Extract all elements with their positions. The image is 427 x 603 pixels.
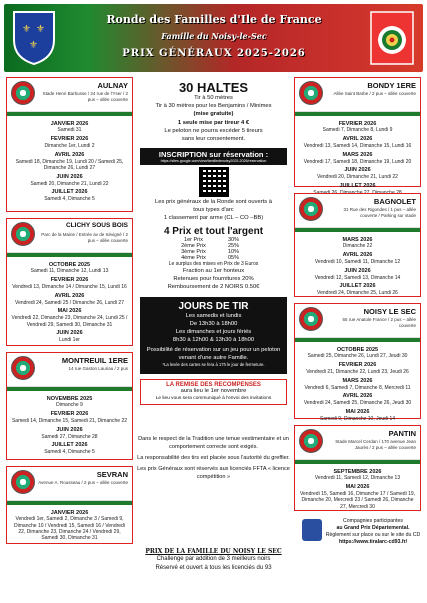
prize-row: 4ème Prix 05% [181,255,239,262]
date-list: Samedi 7, Dimanche 8, Lundi 9 [322,127,393,134]
month-label: AVRIL 2026 [342,393,373,400]
club-card-aulnay [6,77,133,212]
date-list: Dimanche 22 [342,243,373,250]
bagnolet-badge-icon [299,197,323,221]
remise-title: LA REMISE DES RECOMPENSES [166,382,261,389]
banner-subtitle: Famille du Noisy-le-Sec [161,31,267,41]
date-list: Vendredi 24, Samedi 25 / Dimanche 26, Lundi 27 [15,299,124,306]
date-list: Samedi 14, Dimanche 15, Samedi 21, Dimanche 22 [11,418,128,424]
remise-lieu: Le lieu vous sera communiqué à l'envoi des invitations [155,395,272,401]
banner-season: PRIX GÉNÉRAUX 2025-2026 [122,48,306,59]
remise-date: aura lieu le 1er novembre [180,388,247,395]
month-label: JUIN 2026 [344,167,371,174]
date-list: Samedi 4, Dimanche 5 [44,196,95,203]
month-label: FEVRIER 2026 [50,411,89,418]
date-list: Dimanche 1er, Lundi 2 [44,143,95,149]
month-label: FEVRIER 2026 [50,277,89,284]
club-address: 14 rue Gaston Lauriau / 2 pus [68,366,128,371]
date-list: Vendredi 20, Dimanche 21, Lundi 22 [317,174,398,181]
date-list: Vendredi 1er, Samedi 2, Dimanche 3 / Samedi 9, Dimanche 10 / Vendredi 15, Samedi 16 / Vendredi 22, Dimanche 23, Dimanche 24 / Vendredi 29, Samedi 30, Dimanche 31 [14,516,125,542]
month-label: JUIN 2026 [56,426,83,433]
month-label: SEPTEMBRE 2026 [333,468,382,475]
cd-url-link[interactable]: https://www.tiralarc-cd93.fr/ [338,539,408,546]
cd-note-line: au Grand Prix Départemental. [336,525,410,532]
svg-text:⚜: ⚜ [22,24,31,35]
prize-row: 1er Prix 30% [184,237,239,244]
montreuil-badge-icon [11,356,35,380]
date-list: Samedi 18, Dimanche 19, Lundi 20 / Samedi 25, Dimanche 26, Lundi 27 [15,158,124,171]
rule-tenue: Dans le respect de la Tradition une tenue vestimentaire et un comportement correcte sont exigés. [138,436,289,451]
date-list: Vendredi 24, Dimanche 25, Lundi 26 [317,290,398,297]
ouvert-line1: Les prix généraux de la Ronde sont ouverts à [155,198,272,205]
jours-line: Les dimanches et jours fériés [175,328,252,335]
date-list: Vendredi 10, Samedi 11, Dimanche 12 [314,259,401,265]
jours-line: 8h30 à 12h00 & 13h30 à 18h00 [172,336,255,343]
footer-title: PRIX DE LA FAMILLE DU NOISY LE SEC [145,548,282,555]
month-label: MAI 2026 [345,409,370,415]
peloton-consent: sans leur consentement. [181,136,246,143]
date-list: Samedi 4, Dimanche 5 [44,449,95,456]
bondy-badge-icon [299,81,323,105]
date-list: Samedi 25, Dimanche 26, Lundi 27, Jeudi 30 [307,353,408,360]
qr-code-icon[interactable] [199,167,229,197]
mise-tarif: 1 seule mise par tireur 4 € [177,120,250,127]
month-label: FEVRIER 2026 [50,136,89,143]
month-label: AVRIL 2026 [342,252,373,259]
date-list: Vendredi 17, Samedi 18, Dimanche 19, Lundi 20 [303,158,412,165]
distance-30: Tir à 30 mètres pour les Benjamins / Minimes [155,102,272,109]
date-list: Vendredi 13, Dimanche 14 / Dimanche 15, Lundi 16 [12,284,127,290]
pantin-badge-icon [299,429,323,453]
remise-box [140,379,287,405]
club-card-bondy [294,77,421,187]
month-label: AVRIL 2026 [54,151,85,158]
sevran-badge-icon [11,470,35,494]
date-list: Vendredi 12, Samedi 13, Dimanche 14 [314,274,401,281]
aulnay-badge-icon [11,81,35,105]
club-name: NOISY LE SEC [363,307,416,316]
club-address: Stade Marcel Cerdan / 170 avenue Jean Jaurès / 2 pus – allée couverte [335,439,416,450]
svg-text:⚜: ⚜ [29,40,38,51]
date-list: Vendredi 6, Samedi 7, Dimanche 8, Mercredi 11 [304,384,411,391]
peloton-limit: Le peloton ne pourra excéder 5 tireurs [164,128,263,135]
header-banner [4,4,423,72]
month-label: NOVEMBRE 2025 [46,395,93,402]
month-label: JANVIER 2026 [50,509,89,516]
haltes-title: 30 HALTES [178,80,249,95]
clichy-badge-icon [11,222,35,246]
club-address: Allée Saint Barbe / 2 pus – allée couverte [333,91,416,96]
club-card-pantin [294,425,421,511]
date-list: Vendredi 21, Dimanche 22, Lundi 23, Jeudi 26 [306,369,409,375]
club-address: Parc de la Mairie / Entrée av de Sévigné / 2 pus – allée couverte [41,232,128,243]
ouvert-line2: tous types d'arc [193,206,234,213]
month-label: OCTOBRE 2025 [48,261,91,268]
club-address: 65 rue Anatole France / 2 pus – allée couverte [342,317,416,328]
jours-title: JOURS DE TIR [178,300,249,312]
prize-row: 2ème Prix 25% [181,243,239,250]
retenues-line: Retenues pour fournitures 20% [173,275,254,282]
month-label: JUILLET 2026 [339,183,376,189]
date-list: Vendredi 13, Samedi 14, Dimanche 15, Lundi 16 [303,143,412,149]
month-label: JUIN 2026 [56,173,83,180]
club-card-sevran [6,466,133,544]
ile-de-france-crest-icon [12,10,56,66]
month-label: MAI 2026 [57,308,82,315]
club-name: SEVRAN [96,470,128,479]
prize-row: 3ème Prix 10% [181,249,239,256]
distance-50: Tir à 50 mètres [194,95,233,101]
month-label: OCTOBRE 2025 [336,346,379,353]
date-list: Lundi 1er [59,337,80,344]
date-list: Vendredi 24, Samedi 25, Dimanche 26, Jeudi 30 [303,400,412,407]
date-list: Dimanche 9 [56,402,83,409]
cd-note [302,518,422,546]
famille-prize-footer [132,548,295,573]
date-list: Samedi 11, Dimanche 12, Lundi 13 [30,268,109,275]
date-list: Samedi 31 [57,127,82,134]
footer-line: Challenge par addition de 3 meilleurs noirs [156,556,271,562]
club-name: CLICHY SOUS BOIS [65,222,128,229]
month-label: JUIN 2026 [344,267,371,274]
inscription-title: INSCRIPTION sur réservation : [158,149,269,159]
date-list: Vendredi 22, Dimanche 23, Dimanche 24, Lundi 25 / Vendredi 29, Samedi 30, Dimanche 31 [11,315,128,328]
mise-gratuite: (mise gratuite) [193,110,234,117]
month-label: FEVRIER 2026 [338,362,377,369]
month-label: JUIN 2026 [56,330,83,337]
date-list: Samedi 20, Dimanche 21, Lundi 22 [30,180,109,187]
prize-title: 4 Prix et tout l'argent [163,226,264,238]
jours-de-tir-box [140,297,287,375]
remboursement-line: Remboursement de 2 NOIRS 0.50€ [167,283,260,290]
club-name: PANTIN [388,429,416,438]
club-name: AULNAY [97,81,128,90]
month-label: MARS 2026 [342,377,373,384]
month-label: FEVRIER 2026 [338,120,377,127]
classement: 1 classement par arme (CL – CO –BB) [163,214,264,221]
month-label: JANVIER 2026 [50,120,89,127]
club-card-clichy [6,218,133,346]
noisy-badge-icon [299,307,323,331]
banner-title: Ronde des Familles d'Ile de France [106,13,322,26]
footer-line: Réservé et ouvert à tous les licenciés du 93 [155,565,272,571]
club-card-noisy [294,303,421,422]
club-name: BAGNOLET [373,197,416,206]
club-address: 31 Rue des Rigondes / 1 pus – allée couverte / Parking sur stade [343,207,416,218]
month-label: AVRIL 2026 [54,292,85,299]
month-label: JUILLET 2026 [339,283,376,290]
cd-note-line: Compagnies participantes [343,518,403,524]
month-label: MARS 2026 [342,151,373,158]
svg-text:⚜: ⚜ [36,24,45,35]
date-list: Samedi 9, Dimanche 10, Jeudi 14 [319,415,396,422]
club-name: BONDY 1ERE [367,81,416,90]
club-address: Stade Henri Barbusse / 24 rue de l'Yser / 2 pus – allée couverte [42,91,128,102]
club-card-bagnolet [294,193,421,297]
month-label: AVRIL 2026 [342,136,373,143]
month-label: JUILLET 2026 [51,189,88,196]
rules-block [132,435,295,482]
inscription-url[interactable]: https://sites.google.com/view/familledenoisy2025-2026/reservation [160,158,267,163]
surplus-line: Le surplus des mises en Prix de 3 Euros [168,261,259,268]
center-info [140,78,287,405]
month-label: JUILLET 2026 [51,442,88,449]
club-card-montreuil [6,352,133,460]
date-list: Vendredi 15, Samedi 16, Dimanche 17 / Samedi 19, Dimanche 20, Mercredi 23 / Samedi 26, Dimanche 27, Mercredi 30 [299,491,416,510]
date-list: Samedi 27, Dimanche 28 [41,433,98,440]
fraction-line: Fraction au 1er honteux [182,268,245,275]
club-name: MONTREUIL 1ERE [61,356,128,365]
month-label: MAI 2026 [345,484,370,491]
jours-note: *La levée des cartes se fera à 17h le jour de fermeture. [162,362,265,368]
inscription-box [140,148,287,165]
club-logo-icon [369,10,415,66]
jours-line: De 13h30 à 18h00 [189,320,238,327]
jours-line: Possibilité de réservation sur un jeu pour un peloton venant d'une autre Famille. [146,346,281,362]
rule-greffier: La responsabilité des tirs est placée sous l'autorité du greffier. [137,455,290,462]
jours-line: Les samedis et lundis [185,312,242,319]
date-list: Vendredi 11, Samedi 12, Dimanche 13 [314,475,401,482]
rule-licence: Les prix Généraux sont réservés aux licenciés FFTA « licence compétition » [137,466,290,481]
cd-note-line: Règlement sur place ou sur le site du CD [325,532,421,539]
club-address: Avenue A. Rousseau / 2 pus – allée couverte [38,480,128,485]
month-label: MARS 2026 [342,236,373,243]
